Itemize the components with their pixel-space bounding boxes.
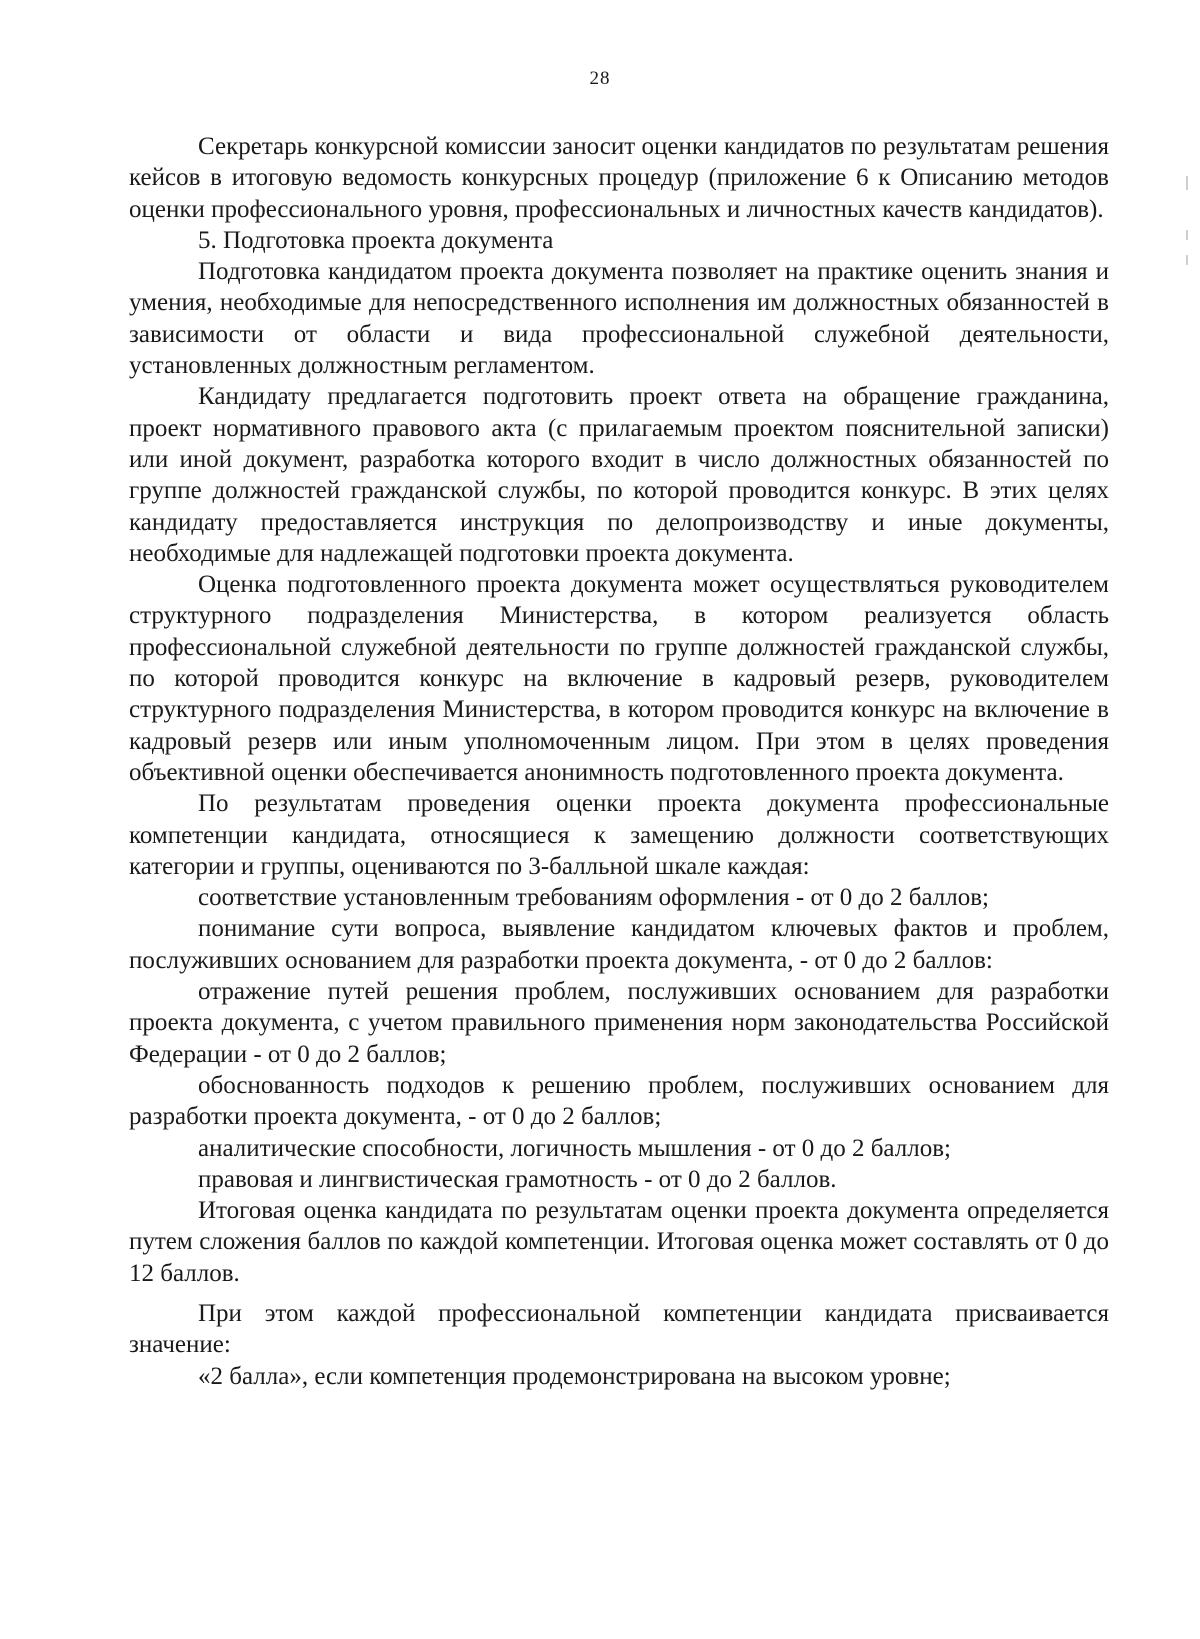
paragraph-assessment-by: Оценка подготовленного проекта документа может осуществляться руководителем структурного подразделения Министерства, в котором реализуется область профессиональной служебной деятельности по группе должностей гражданской службы, по которой проводится конкурс на включение в кадровый резерв, руководителем структурного подразделения Министерства, в котором проводится конкурс на включение в кадровый резерв или иным уполномоченным лицом. При этом в целях проведения объективной оценки обеспечивается анонимность подготовленного проекта документа. — [129, 571, 1109, 786]
page-number: 28 — [589, 68, 611, 89]
paragraph-secretary-records: Секретарь конкурсной комиссии заносит оценки кандидатов по результатам решения кейсов в итоговую ведомость конкурсных процедур (приложение 6 к Описанию методов оценки профессионального уровня, профессиональных и личностных качеств кандидатов). — [129, 133, 1109, 223]
value-high-level: «2 балла», если компетенция продемонстрирована на высоком уровне; — [198, 1362, 951, 1390]
criterion-literacy: правовая и лингвистическая грамотность - от 0 до 2 баллов. — [198, 1165, 837, 1193]
paragraph-total-score: Итоговая оценка кандидата по результатам оценки проекта документа определяется путем сложения баллов по каждой компетенции. Итоговая оценка может составлять от 0 до 12 баллов. — [129, 1197, 1109, 1287]
criterion-justification: обоснованность подходов к решению проблем, послуживших основанием для разработки проекта документа, - от 0 до 2 баллов; — [129, 1071, 1109, 1131]
paragraph-scoring-scale: По результатам проведения оценки проекта документа профессиональные компетенции кандидата, относящиеся к замещению должности соответствующих категории и группы, оцениваются по 3-балльной шкале каждая: — [129, 790, 1109, 880]
criterion-analytics: аналитические способности, логичность мышления - от 0 до 2 баллов; — [198, 1134, 951, 1162]
criterion-understanding: понимание сути вопроса, выявление кандидатом ключевых фактов и проблем, послуживших основанием для разработки проекта документа, - от 0 до 2 баллов: — [129, 915, 1109, 974]
section-heading-document-draft: 5. Подготовка проекта документа — [198, 226, 554, 254]
scan-edge-mark — [1186, 230, 1188, 240]
paragraph-value-assignment: При этом каждой профессиональной компетенции кандидата присваивается значение: — [129, 1299, 1109, 1359]
criterion-formatting: соответствие установленным требованиям оформления - от 0 до 2 баллов; — [198, 884, 989, 912]
paragraph-candidate-task: Кандидату предлагается подготовить проект ответа на обращение гражданина, проект нормативного правового акта (с прилагаемым проектом пояснительной записки) или иной документ, разработка которого входит в число должностных обязанностей по группе должностей гражданской службы, по которой проводится конкурс. В этих целях кандидату предоставляется инструкция по делопроизводству и иные документы, необходимые для надлежащей подготовки проекта документа. — [129, 383, 1109, 567]
scan-edge-mark — [1186, 176, 1188, 190]
criterion-solutions: отражение путей решения проблем, послуживших основанием для разработки проекта документа, с учетом правильного применения норм законодательства Российской Федерации - от 0 до 2 баллов; — [129, 978, 1109, 1068]
scan-edge-mark — [1186, 255, 1188, 265]
document-body — [129, 131, 1109, 1392]
paragraph-draft-purpose: Подготовка кандидатом проекта документа позволяет на практике оценить знания и умения, необходимые для непосредственного исполнения им должностных обязанностей в зависимости от области и вида профессиональной служебной деятельности, установленных должностным регламентом. — [129, 258, 1109, 380]
